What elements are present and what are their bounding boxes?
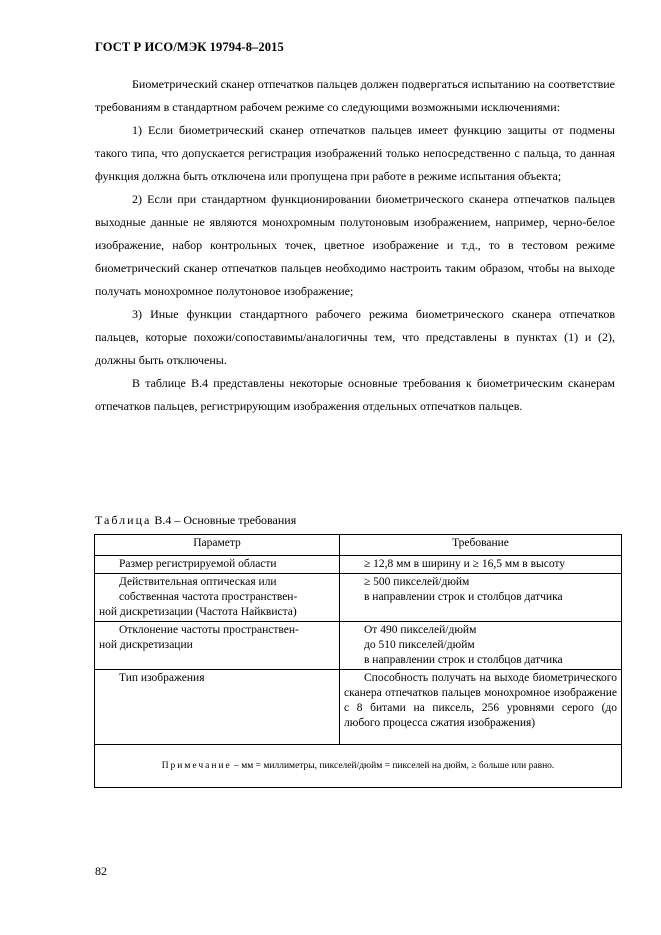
param-line: Размер регистрируемой области	[119, 558, 277, 570]
requirement-cell	[340, 556, 622, 574]
table-row	[95, 670, 622, 745]
requirement-cell	[340, 670, 622, 745]
requirement-cell	[340, 574, 622, 622]
table-header-row	[95, 535, 622, 556]
table-row	[95, 574, 622, 622]
table-caption-label: Таблица	[95, 513, 152, 527]
param-cell	[95, 574, 340, 622]
param-cell	[95, 556, 340, 574]
requirement-line: ≥ 12,8 мм в ширину и ≥ 16,5 мм в высоту	[364, 558, 566, 570]
param-cell	[95, 670, 340, 745]
table-caption-text: В.4 – Основные требования	[151, 513, 297, 527]
requirements-table	[94, 534, 622, 788]
requirement-text: Способность получать на выходе биометрического сканера отпечатков пальцев монохромное изображение с 8 битами на пиксель, 256 уровнями серого (до любого процесса сжатия изображения)	[344, 672, 617, 729]
table-row	[95, 622, 622, 670]
paragraph-item-3: 3) Иные функции стандартного рабочего режима биометрического сканера отпечатков пальцев, которые похожи/сопоставимы/аналогичны тем, что представлены в пунктах (1) и (2), должны быть отключены.	[95, 307, 615, 367]
paragraph-item-1: 1) Если биометрический сканер отпечатков пальцев имеет функцию защиты от подмены такого типа, что допускается регистрация изображений только непосредственно с пальца, то данная функция должна быть отключена или пропущена при работе в режиме испытания объекта;	[95, 123, 615, 183]
param-line: Отклонение частоты пространствен-	[119, 624, 299, 636]
requirement-line: ≥ 500 пикселей/дюйм	[364, 576, 470, 588]
paragraph-table-ref: В таблице В.4 представлены некоторые основные требования к биометрическим сканерам отпечатков пальцев, регистрирующим изображения отдельных отпечатков пальцев.	[95, 376, 615, 413]
param-line: собственная частота пространствен-	[119, 591, 298, 603]
body-text	[95, 73, 615, 418]
note-text: – мм = миллиметры, пикселей/дюйм = пикселей на дюйм, ≥ больше или равно.	[231, 760, 555, 771]
table-row	[95, 556, 622, 574]
param-line: Тип изображения	[119, 672, 205, 684]
param-cell	[95, 622, 340, 670]
document-header: ГОСТ Р ИСО/МЭК 19794-8–2015	[95, 40, 284, 54]
param-line: ной дискретизации	[99, 639, 193, 651]
param-line: ной дискретизации (Частота Найквиста)	[99, 606, 297, 618]
table-note	[95, 745, 622, 788]
requirement-line: в направлении строк и столбцов датчика	[364, 654, 563, 666]
requirement-line: От 490 пикселей/дюйм	[364, 624, 477, 636]
page-number: 82	[95, 864, 107, 878]
paragraph-intro: Биометрический сканер отпечатков пальцев должен подвергаться испытанию на соответствие требованиям в стандартном рабочем режиме со следующими возможными исключениями:	[95, 77, 615, 114]
param-line: Действительная оптическая или	[119, 576, 277, 588]
column-header-requirement: Требование	[340, 535, 622, 556]
requirement-line: в направлении строк и столбцов датчика	[364, 591, 563, 603]
table-note-row	[95, 745, 622, 788]
requirement-line: до 510 пикселей/дюйм	[364, 639, 475, 651]
table-caption	[95, 513, 296, 528]
requirement-cell	[340, 622, 622, 670]
note-label: Примечание	[161, 760, 232, 771]
column-header-param: Параметр	[95, 535, 340, 556]
paragraph-item-2: 2) Если при стандартном функционировании биометрического сканера отпечатков пальцев выходные данные не являются монохромным полутоновым изображением, например, черно-белое изображение, набор контрольных точек, цветное изображение и т.д., то в тестовом режиме биометрический сканер отпечатков пальцев необходимо настроить таким образом, чтобы на выходе получать монохромное полутоновое изображение;	[95, 192, 615, 298]
